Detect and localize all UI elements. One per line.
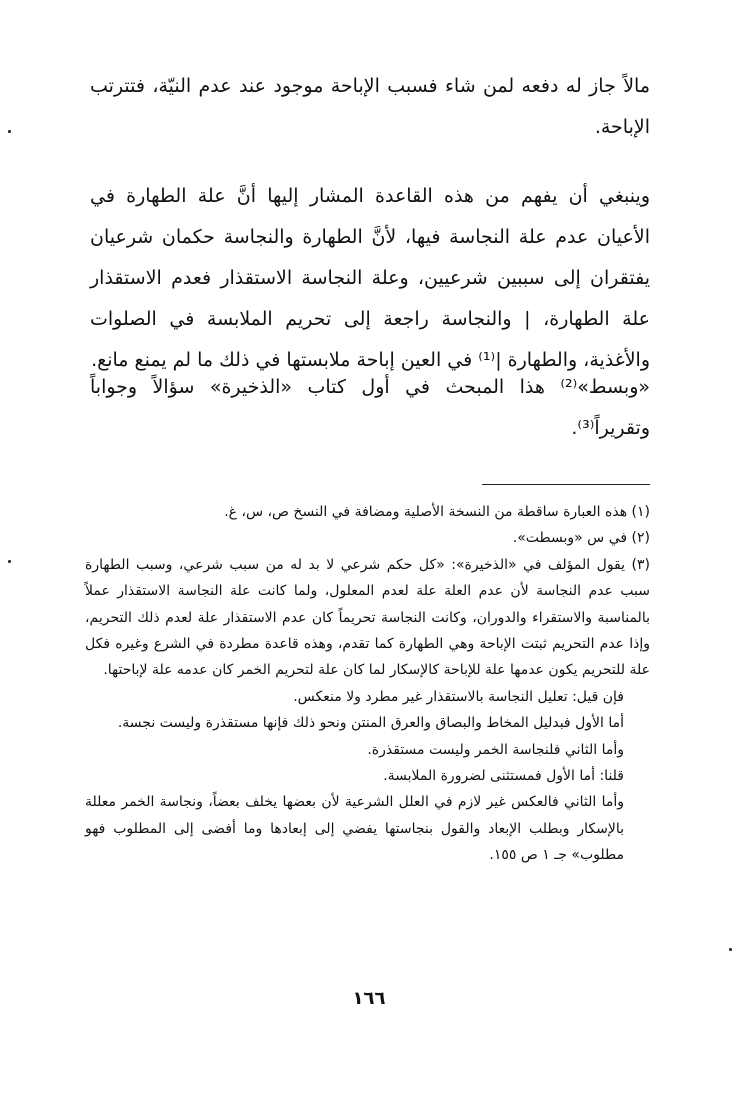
paragraph-3: «وبسط»⁽²⁾ هذا المبحث في أول كتاب «الذخيرة» سؤالاً وجواباً وتقريراً⁽³⁾. (90, 376, 650, 439)
footnote-3-line: أما الأول فبدليل المخاط والبصاق والعرق المنتن ونحو ذلك فإنها مستقذرة وليست نجسة. (117, 715, 624, 732)
footnote-3-line: قلنا: أما الأول فمستثنى لضرورة الملابسة. (383, 768, 624, 785)
footnote-1: (١) هذه العبارة ساقطة من النسخة الأصلية ومضافة في النسخ ص، س، غ. (224, 504, 650, 520)
footnote-3-line: وأما الثاني فالعكس غير لازم في العلل الشرعية لأن بعضها يخلف بعضاً، ونجاسة الخمر معللة بالإسكار وبطلب الإبعاد والقول بنجاستها يفضي إلى إبعادها وما أفضى إلى المطلوب فهو مطلوب» جـ ١ ص ١٥٥. (85, 794, 624, 864)
footnote-3-line: وأما الثاني فلنجاسة الخمر وليست مستقذرة. (367, 741, 624, 758)
page-number: ١٦٦ (352, 988, 386, 1009)
paragraph-1: مالاً جاز له دفعه لمن شاء فسبب الإباحة موجود عند عدم النيّة، فتترتب الإباحة. (90, 75, 650, 138)
footnote-separator (482, 484, 650, 485)
scan-mark (8, 560, 11, 563)
footnote-2: (٢) في س «وبسطت». (512, 530, 650, 547)
scan-mark (8, 130, 11, 133)
scan-mark (729, 948, 732, 951)
footnote-3-line: فإن قيل: تعليل النجاسة بالاستقذار غير مطرد ولا منعكس. (293, 688, 624, 705)
paragraph-2: وينبغي أن يفهم من هذه القاعدة المشار إليها أنَّ علة الطهارة في الأعيان عدم علة النجاسة فيها، لأنَّ الطهارة والنجاسة حكمان شرعيان يفتقران إلى سببين شرعيين، وعلة النجاسة الاستقذار فعدم الاستقذار علة الطهارة، | والنجاسة راجعة إلى تحريم الملابسة في الصلوات والأغذية، والطهارة |⁽¹⁾ في العين إباحة ملابستها في ذلك ما لم يمنع مانع. (90, 185, 650, 371)
footnotes (85, 499, 650, 869)
footnote-3: (٣) يقول المؤلف في «الذخيرة»: «كل حكم شرعي لا بد له من سبب شرعي، وسبب الطهارة سبب عدم النجاسة لأن عدم العلة علة لعدم المعلول، ولما كانت علة النجاسة الاستقذار عملاً بالمناسبة والاستقراء والدوران، وكانت النجاسة تحريماً كان عدم الاستقذار علة لعدم ذلك التحريم، وإذا عدم التحريم ثبتت الإباحة وهي الطهارة كما تقدم، وهذه قاعدة مطردة في الشرع وغيره فكل علة للتحريم يكون عدمها علة للإباحة كالإسكار لما كان علة لتحريم الخمر كان عدمه علة لإباحتها. (85, 556, 650, 679)
